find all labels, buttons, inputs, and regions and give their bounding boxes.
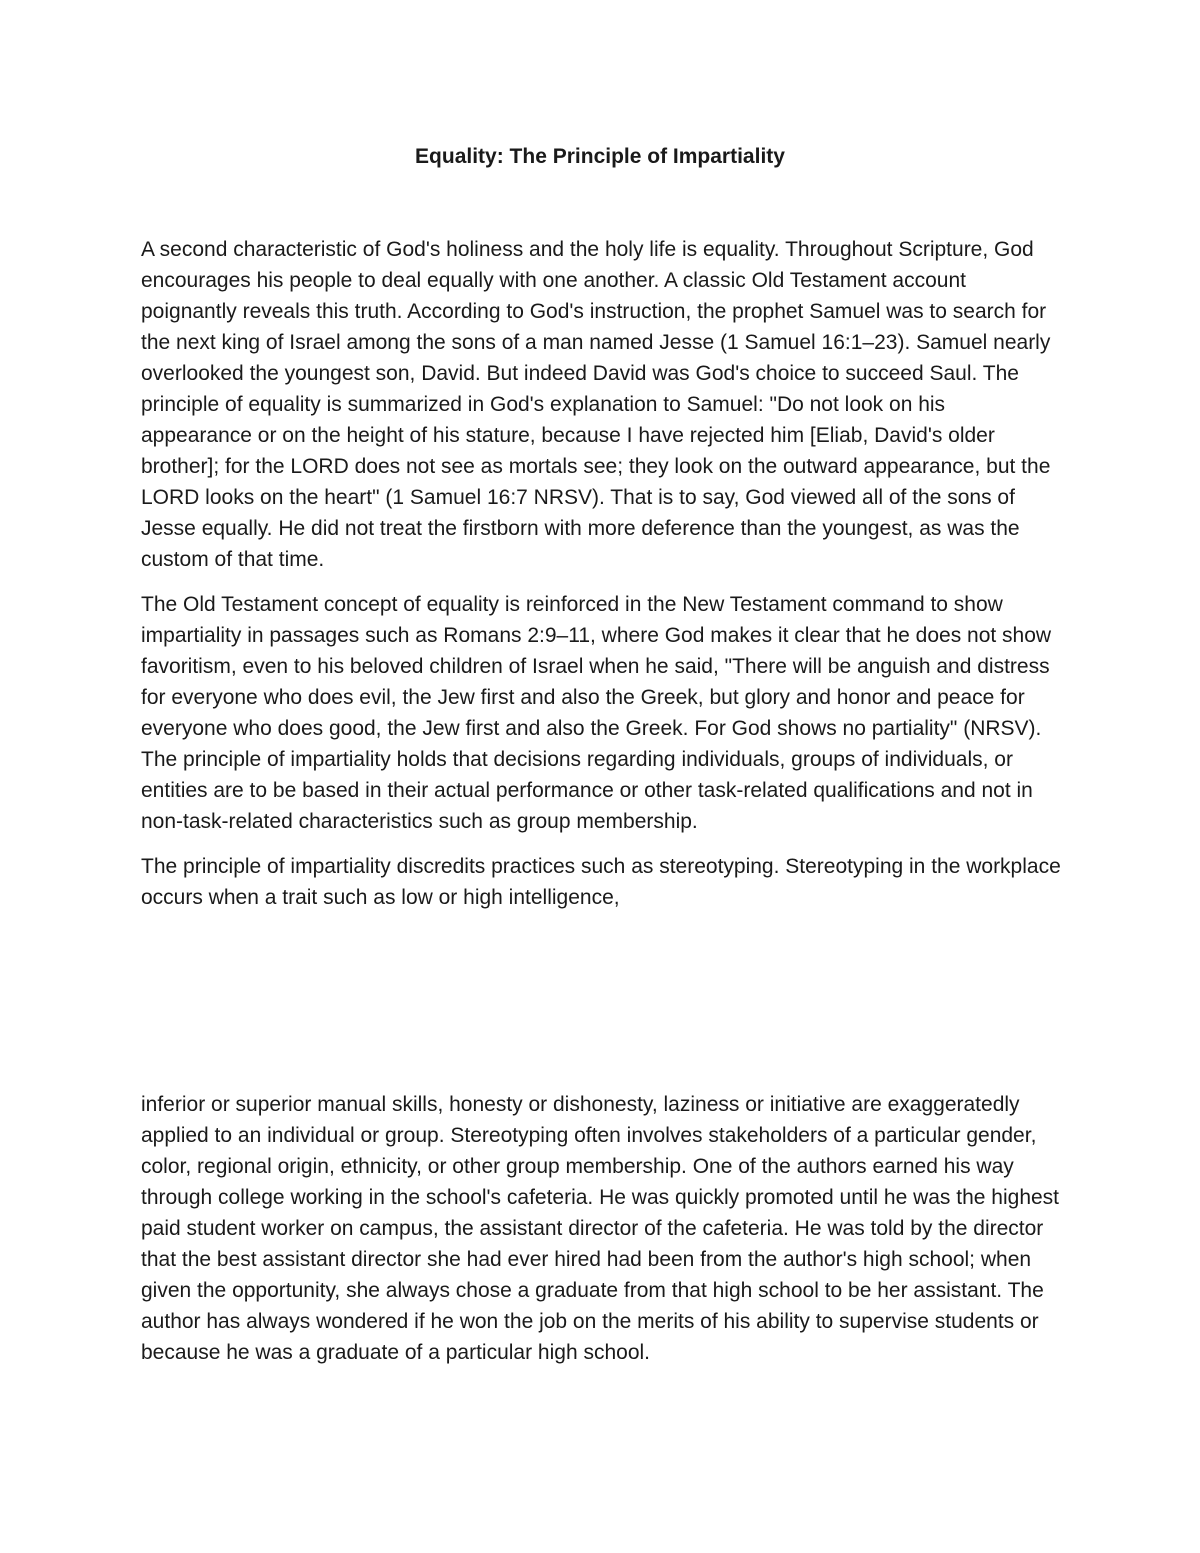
body-text-block-continued — [141, 1089, 1061, 1382]
paragraph-4: inferior or superior manual skills, honesty or dishonesty, laziness or initiative are exaggeratedly applied to an individual or group. Stereotyping often involves stakeholders of a particular gender, color, regional origin, ethnicity, or other group membership. One of the authors earned his way through college working in the school's cafeteria. He was quickly promoted until he was the highest paid student worker on campus, the assistant director of the cafeteria. He was told by the director that the best assistant director she had ever hired had been from the author's high school; when given the opportunity, she always chose a graduate from that high school to be her assistant. The author has always wondered if he won the job on the merits of his ability to supervise students or because he was a graduate of a particular high school. — [141, 1093, 1060, 1364]
paragraph-3: The principle of impartiality discredits practices such as stereotyping. Stereotyping in the workplace occurs when a trait such as low or high intelligence, — [141, 855, 1061, 909]
paragraph-1: A second characteristic of God's holiness and the holy life is equality. Throughout Scripture, God encourages his people to deal equally with one another. A classic Old Testament account poignantly reveals this truth. According to God's instruction, the prophet Samuel was to search for the next king of Israel among the sons of a man named Jesse (1 Samuel 16:1–23). Samuel nearly overlooked the youngest son, David. But indeed David was God's choice to succeed Saul. The principle of equality is summarized in God's explanation to Samuel: "Do not look on his appearance or on the height of his stature, because I have rejected him [Eliab, David's older brother]; for the LORD does not see as mortals see; they look on the outward appearance, but the LORD looks on the heart" (1 Samuel 16:7 NRSV). That is to say, God viewed all of the sons of Jesse equally. He did not treat the firstborn with more deference than the youngest, as was the custom of that time. — [141, 238, 1051, 571]
document-title: Equality: The Principle of Impartiality — [415, 145, 785, 168]
paragraph-2: The Old Testament concept of equality is reinforced in the New Testament command to show impartiality in passages such as Romans 2:9–11, where God makes it clear that he does not show favoritism, even to his beloved children of Israel when he said, "There will be anguish and distress for everyone who does evil, the Jew first and also the Greek, but glory and honor and peace for everyone who does good, the Jew first and also the Greek. For God shows no partiality" (NRSV). The principle of impartiality holds that decisions regarding individuals, groups of individuals, or entities are to be based in their actual performance or other task-related qualifications and not in non-task-related characteristics such as group membership. — [141, 593, 1052, 833]
body-text-block — [141, 234, 1061, 927]
